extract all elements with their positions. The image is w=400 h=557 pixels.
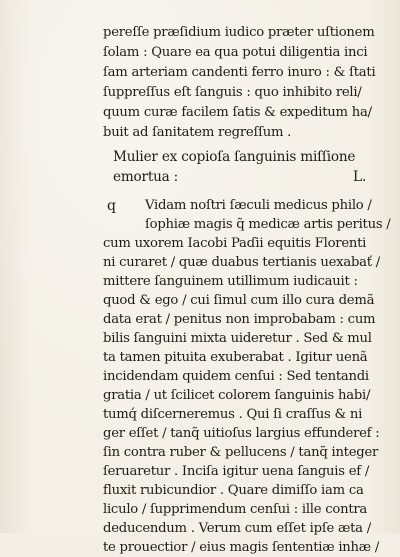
text-line: ni curaret / quæ duabus tertianis uexabať /: [103, 255, 380, 270]
text-line: te prouectior / eius magis ſententiæ inhæ /: [103, 540, 380, 555]
text-line: data erat / penitus non improbabam : cum: [103, 312, 376, 327]
rubric-line: Mulier ex copioſa ſanguinis miſſione: [113, 149, 356, 165]
rubric-line: emortua :: [113, 169, 179, 185]
text-line: ger eſſet / tanq̃ uitioſus largius effunderef :: [103, 426, 380, 441]
text-line: tumq́ diſcerneremus . Qui ſi craſſus & ni: [103, 407, 363, 422]
text-line: mittere ſanguinem utillimum iudicauit :: [103, 274, 358, 289]
text-line: pereſſe præſidium iudico præter uſtionem: [103, 25, 375, 40]
text-line: ſolam : Quare ea qua potui diligentia inci: [103, 45, 368, 60]
text-line: ſeruaretur . Inciſa igitur uena ſanguis ef /: [103, 464, 370, 479]
text-line: ſuppreſſus eſt ſanguis : quo inhibito reli/: [103, 85, 362, 100]
text-line: buit ad ſanitatem regreſſum .: [103, 125, 292, 140]
text-line: cum uxorem Iacobi Paɗii equitis Florenti: [103, 236, 367, 251]
text-line: quod & ego / cui ſimul cum illo cura demã: [103, 293, 375, 308]
text-line: deducendum . Verum cum eſſet ipſe æta /: [103, 521, 371, 536]
text-line: Vidam noſtri ſæculi medicus philo /: [145, 198, 372, 213]
text-line: ſophiæ magis q̃ medicæ artis peritus /: [145, 217, 391, 232]
text-line: gratia / ut ſcilicet colorem ſanguinis habi/: [103, 388, 371, 403]
text-line: quum curæ facilem ſatis & expeditum ha/: [103, 105, 372, 120]
text-line: ſin contra ruber & pellucens / tanq̃ integer: [103, 445, 379, 460]
text-line: incidendam quidem cenſui : Sed tentandi: [103, 369, 369, 384]
text-line: ta tamen pituita exuberabat . Igitur uenã: [103, 350, 368, 365]
initial-letter-guide: q: [107, 198, 116, 214]
section-marker: L.: [353, 169, 367, 185]
text-line: fluxit rubicundior . Quare dimiſſo iam ca: [103, 483, 364, 498]
text-line: liculo / ſupprimendum cenſui : ille contra: [103, 502, 368, 517]
text-line: bilis ſanguini mixta uideretur . Sed & mul: [103, 331, 372, 346]
text-line: ſam arteriam candenti ferro inuro : & ſtati: [103, 65, 376, 80]
